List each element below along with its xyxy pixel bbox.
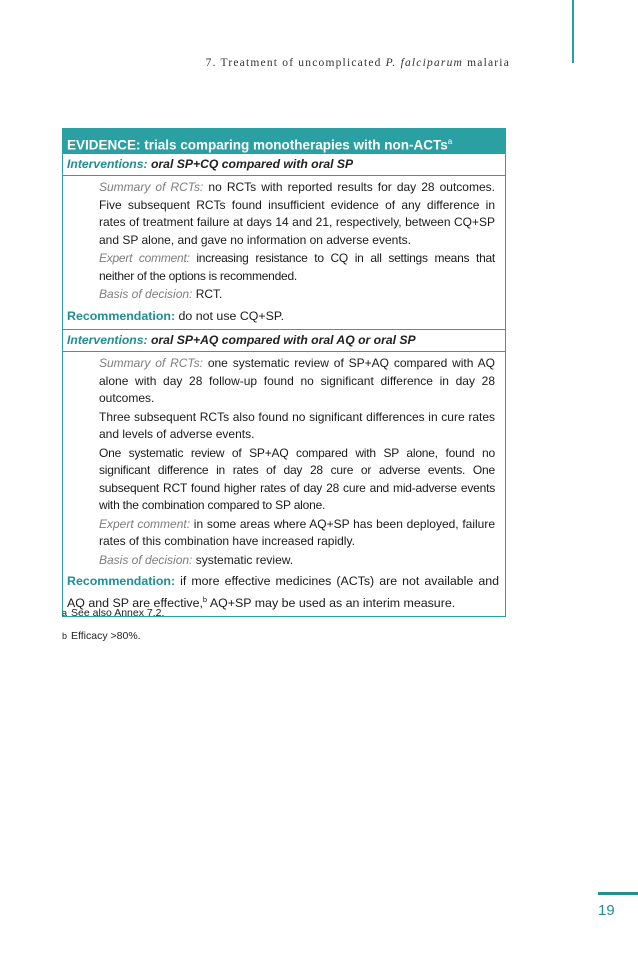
basis-paragraph [99, 552, 495, 570]
running-header [206, 57, 510, 69]
summary-text: one systematic review of SP+AQ compared with AQ alone with day 28 follow-up found no significant difference in day 28 outcomes. [99, 356, 495, 405]
expert-comment-paragraph [99, 250, 495, 285]
header-rule [572, 0, 574, 63]
recommendation-text: do not use CQ+SP. [175, 308, 285, 323]
recommendation-label: Recommendation: [67, 308, 176, 323]
basis-paragraph [99, 286, 495, 304]
summary-label: Summary of RCTs: [99, 180, 204, 194]
footnote-text: See also Annex 7.2. [71, 607, 165, 619]
interventions-label: Interventions: [67, 157, 148, 171]
recommendation-text: if more effective medicines (ACTs) are not available and AQ and SP are effective, [67, 574, 499, 610]
basis-label: Basis of decision: [99, 287, 193, 301]
running-header-text: 7. Treatment of uncomplicated [205, 57, 386, 69]
recommendation-text-continued: AQ+SP may be used as an interim measure. [207, 595, 456, 610]
subsequent-rcts-paragraph: Three subsequent RCTs also found no significant differences in cure rates and levels of adverse events. [99, 409, 495, 441]
footnote-mark: b [62, 631, 68, 641]
evidence-box-title [63, 129, 505, 154]
recommendation-label: Recommendation: [67, 574, 176, 588]
expert-comment-paragraph [99, 516, 495, 551]
evidence-title-footnote-mark: a [447, 137, 453, 146]
basis-text: RCT. [192, 287, 223, 301]
interventions-text: oral SP+CQ compared with oral SP [147, 157, 354, 171]
expert-comment-text: increasing resistance to CQ in all settings means that neither of the options is recommended. [99, 251, 496, 283]
summary-paragraph [99, 355, 495, 408]
expert-comment-text: in some areas where AQ+SP has been deployed, failure rates of this combination have increased rapidly. [99, 516, 496, 548]
interventions-heading-1 [63, 154, 505, 175]
summary-paragraph [99, 179, 495, 249]
expert-comment-label: Expert comment: [99, 251, 190, 265]
expert-comment-label: Expert comment: [99, 516, 191, 531]
section-2-body [63, 352, 505, 571]
page-number-rule [598, 892, 638, 895]
section-1-body [63, 176, 505, 306]
recommendation-footnote-mark: b [202, 594, 208, 604]
basis-text: systematic review. [192, 552, 294, 567]
footnote-text: Efficacy >80%. [71, 630, 141, 642]
footnote-mark: a [62, 608, 68, 618]
running-header-tail: malaria [463, 57, 510, 69]
interventions-label: Interventions: [67, 333, 148, 347]
evidence-title-text: EVIDENCE: trials comparing monotherapies with non-ACTs [67, 137, 448, 153]
page-number: 19 [598, 902, 615, 919]
footnote-a [62, 607, 164, 619]
summary-text: no RCTs with reported results for day 28 outcomes. Five subsequent RCTs found insufficient evidence of any difference in rates of treatment failure at days 14 and 21, respectively, between CQ+SP and SP alone, and gave no information on adverse events. [99, 180, 495, 247]
footnote-b [62, 630, 141, 642]
recommendation-1 [63, 306, 505, 330]
running-header-italic: P. falciparum [385, 57, 464, 69]
summary-label: Summary of RCTs: [99, 356, 203, 370]
interventions-heading-2 [63, 330, 505, 351]
evidence-box [62, 128, 506, 617]
systematic-review-paragraph: One systematic review of SP+AQ compared with SP alone, found no significant difference in rates of day 28 cure or adverse events. One subsequent RCT found higher rates of day 28 cure and mid-adverse events with the combination compared to SP alone. [99, 445, 495, 512]
interventions-text: oral SP+AQ compared with oral AQ or oral SP [147, 333, 416, 347]
basis-label: Basis of decision: [99, 552, 193, 567]
